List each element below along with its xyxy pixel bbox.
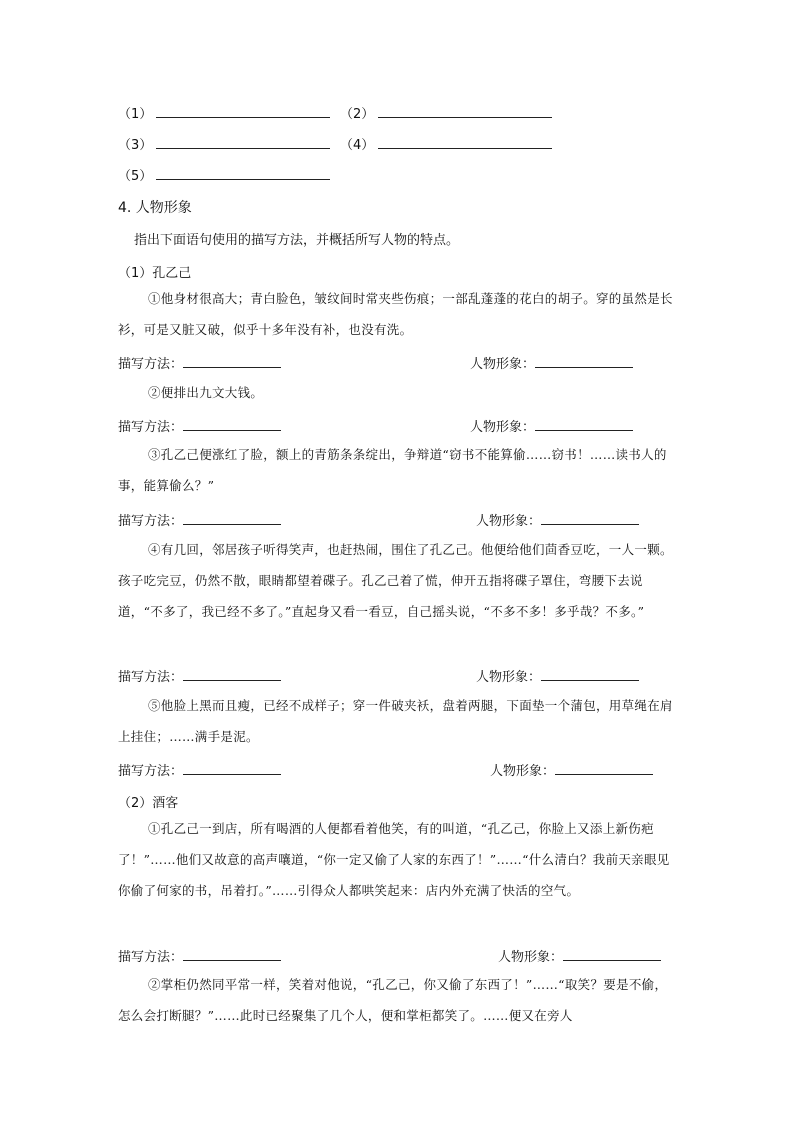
method-row-1 — [118, 353, 281, 372]
answer-blank-5[interactable] — [118, 165, 330, 184]
image-row-6 — [498, 946, 661, 965]
blank-label-3: （3） — [118, 138, 153, 153]
sub-heading-kong: （1）孔乙己 — [118, 266, 192, 281]
instruction-text: 指出下面语句使用的描写方法，并概括所写人物的特点。 — [134, 233, 460, 248]
method-label: 描写方法： — [118, 950, 184, 965]
image-row-2 — [470, 416, 633, 435]
image-blank[interactable] — [541, 668, 639, 681]
blank-label-4: （4） — [340, 138, 375, 153]
blank-line-2[interactable] — [378, 105, 552, 118]
method-label: 描写方法： — [118, 357, 184, 372]
method-blank[interactable] — [183, 762, 281, 775]
method-label: 描写方法： — [118, 670, 184, 685]
image-label: 人物形象： — [476, 514, 542, 529]
sub-heading-jiuke: （2）酒客 — [118, 796, 179, 811]
image-blank[interactable] — [535, 355, 633, 368]
jiuke-passage-1: ①孔乙己一到店，所有喝酒的人便都看着他笑，有的叫道，“孔乙己，你脸上又添上新伤疤了！”……他们又故意的高声嚷道，“你一定又偷了人家的东西了！”……“什么清白？我前天亲眼见你偷了何家的书，吊着打。”……引得众人都哄笑起来：店内外充满了快活的空气。 — [118, 821, 670, 898]
image-row-4 — [476, 666, 639, 685]
kong-passage-5: ⑤他脸上黑而且瘦，已经不成样子；穿一件破夹袄，盘着两腿，下面垫一个蒲包，用草绳在肩上挂住；……满手是泥。 — [118, 698, 673, 744]
answer-blank-1[interactable] — [118, 103, 330, 122]
blank-label-1: （1） — [118, 107, 153, 122]
method-blank[interactable] — [183, 668, 281, 681]
image-row-5 — [490, 760, 653, 779]
kong-passage-1: ①他身材很高大；青白脸色，皱纹间时常夹些伤痕；一部乱蓬蓬的花白的胡子。穿的虽然是长衫，可是又脏又破，似乎十多年没有补，也没有洗。 — [118, 291, 673, 337]
method-row-3 — [118, 510, 281, 529]
method-blank[interactable] — [183, 948, 281, 961]
answer-blank-3[interactable] — [118, 134, 330, 153]
jiuke-passage-2: ②掌柜仍然同平常一样，笑着对他说，“孔乙己，你又偷了东西了！”……“取笑？要是不偷，怎么会打断腿？”……此时已经聚集了几个人，便和掌柜都笑了。……便又在旁人 — [118, 977, 668, 1023]
method-label: 描写方法： — [118, 420, 184, 435]
method-row-4 — [118, 666, 281, 685]
image-blank[interactable] — [535, 418, 633, 431]
image-label: 人物形象： — [498, 950, 564, 965]
kong-passage-2: ②便排出九文大钱。 — [148, 385, 264, 400]
kong-passage-3: ③孔乙己便涨红了脸，额上的青筋条条绽出，争辩道“窃书不能算偷……窃书！……读书人的事，能算偷么？” — [118, 447, 667, 493]
answer-blank-4[interactable] — [340, 134, 552, 153]
method-row-2 — [118, 416, 281, 435]
blank-line-1[interactable] — [156, 105, 330, 118]
method-blank[interactable] — [183, 512, 281, 525]
method-label: 描写方法： — [118, 514, 184, 529]
method-blank[interactable] — [183, 418, 281, 431]
image-label: 人物形象： — [476, 670, 542, 685]
method-row-5 — [118, 760, 281, 779]
blank-line-5[interactable] — [156, 167, 330, 180]
kong-passage-4: ④有几回，邻居孩子听得笑声，也赶热闹，围住了孔乙己。他便给他们茴香豆吃，一人一颗。孩子吃完豆，仍然不散，眼睛都望着碟子。孔乙己着了慌，伸开五指将碟子罩住，弯腰下去说道，“不多了，我已经不多了。”直起身又看一看豆，自己摇头说，“不多不多！多乎哉？不多。” — [118, 542, 673, 619]
blank-label-2: （2） — [340, 107, 375, 122]
image-label: 人物形象： — [470, 357, 536, 372]
blank-label-5: （5） — [118, 169, 153, 184]
image-label: 人物形象： — [490, 764, 556, 779]
image-row-3 — [476, 510, 639, 529]
blank-line-3[interactable] — [156, 136, 330, 149]
method-label: 描写方法： — [118, 764, 184, 779]
method-blank[interactable] — [183, 355, 281, 368]
image-row-1 — [470, 353, 633, 372]
answer-blank-2[interactable] — [340, 103, 552, 122]
blank-line-4[interactable] — [378, 136, 552, 149]
section-heading: 4. 人物形象 — [118, 200, 192, 216]
image-blank[interactable] — [555, 762, 653, 775]
image-blank[interactable] — [541, 512, 639, 525]
image-blank[interactable] — [563, 948, 661, 961]
method-row-6 — [118, 946, 281, 965]
image-label: 人物形象： — [470, 420, 536, 435]
